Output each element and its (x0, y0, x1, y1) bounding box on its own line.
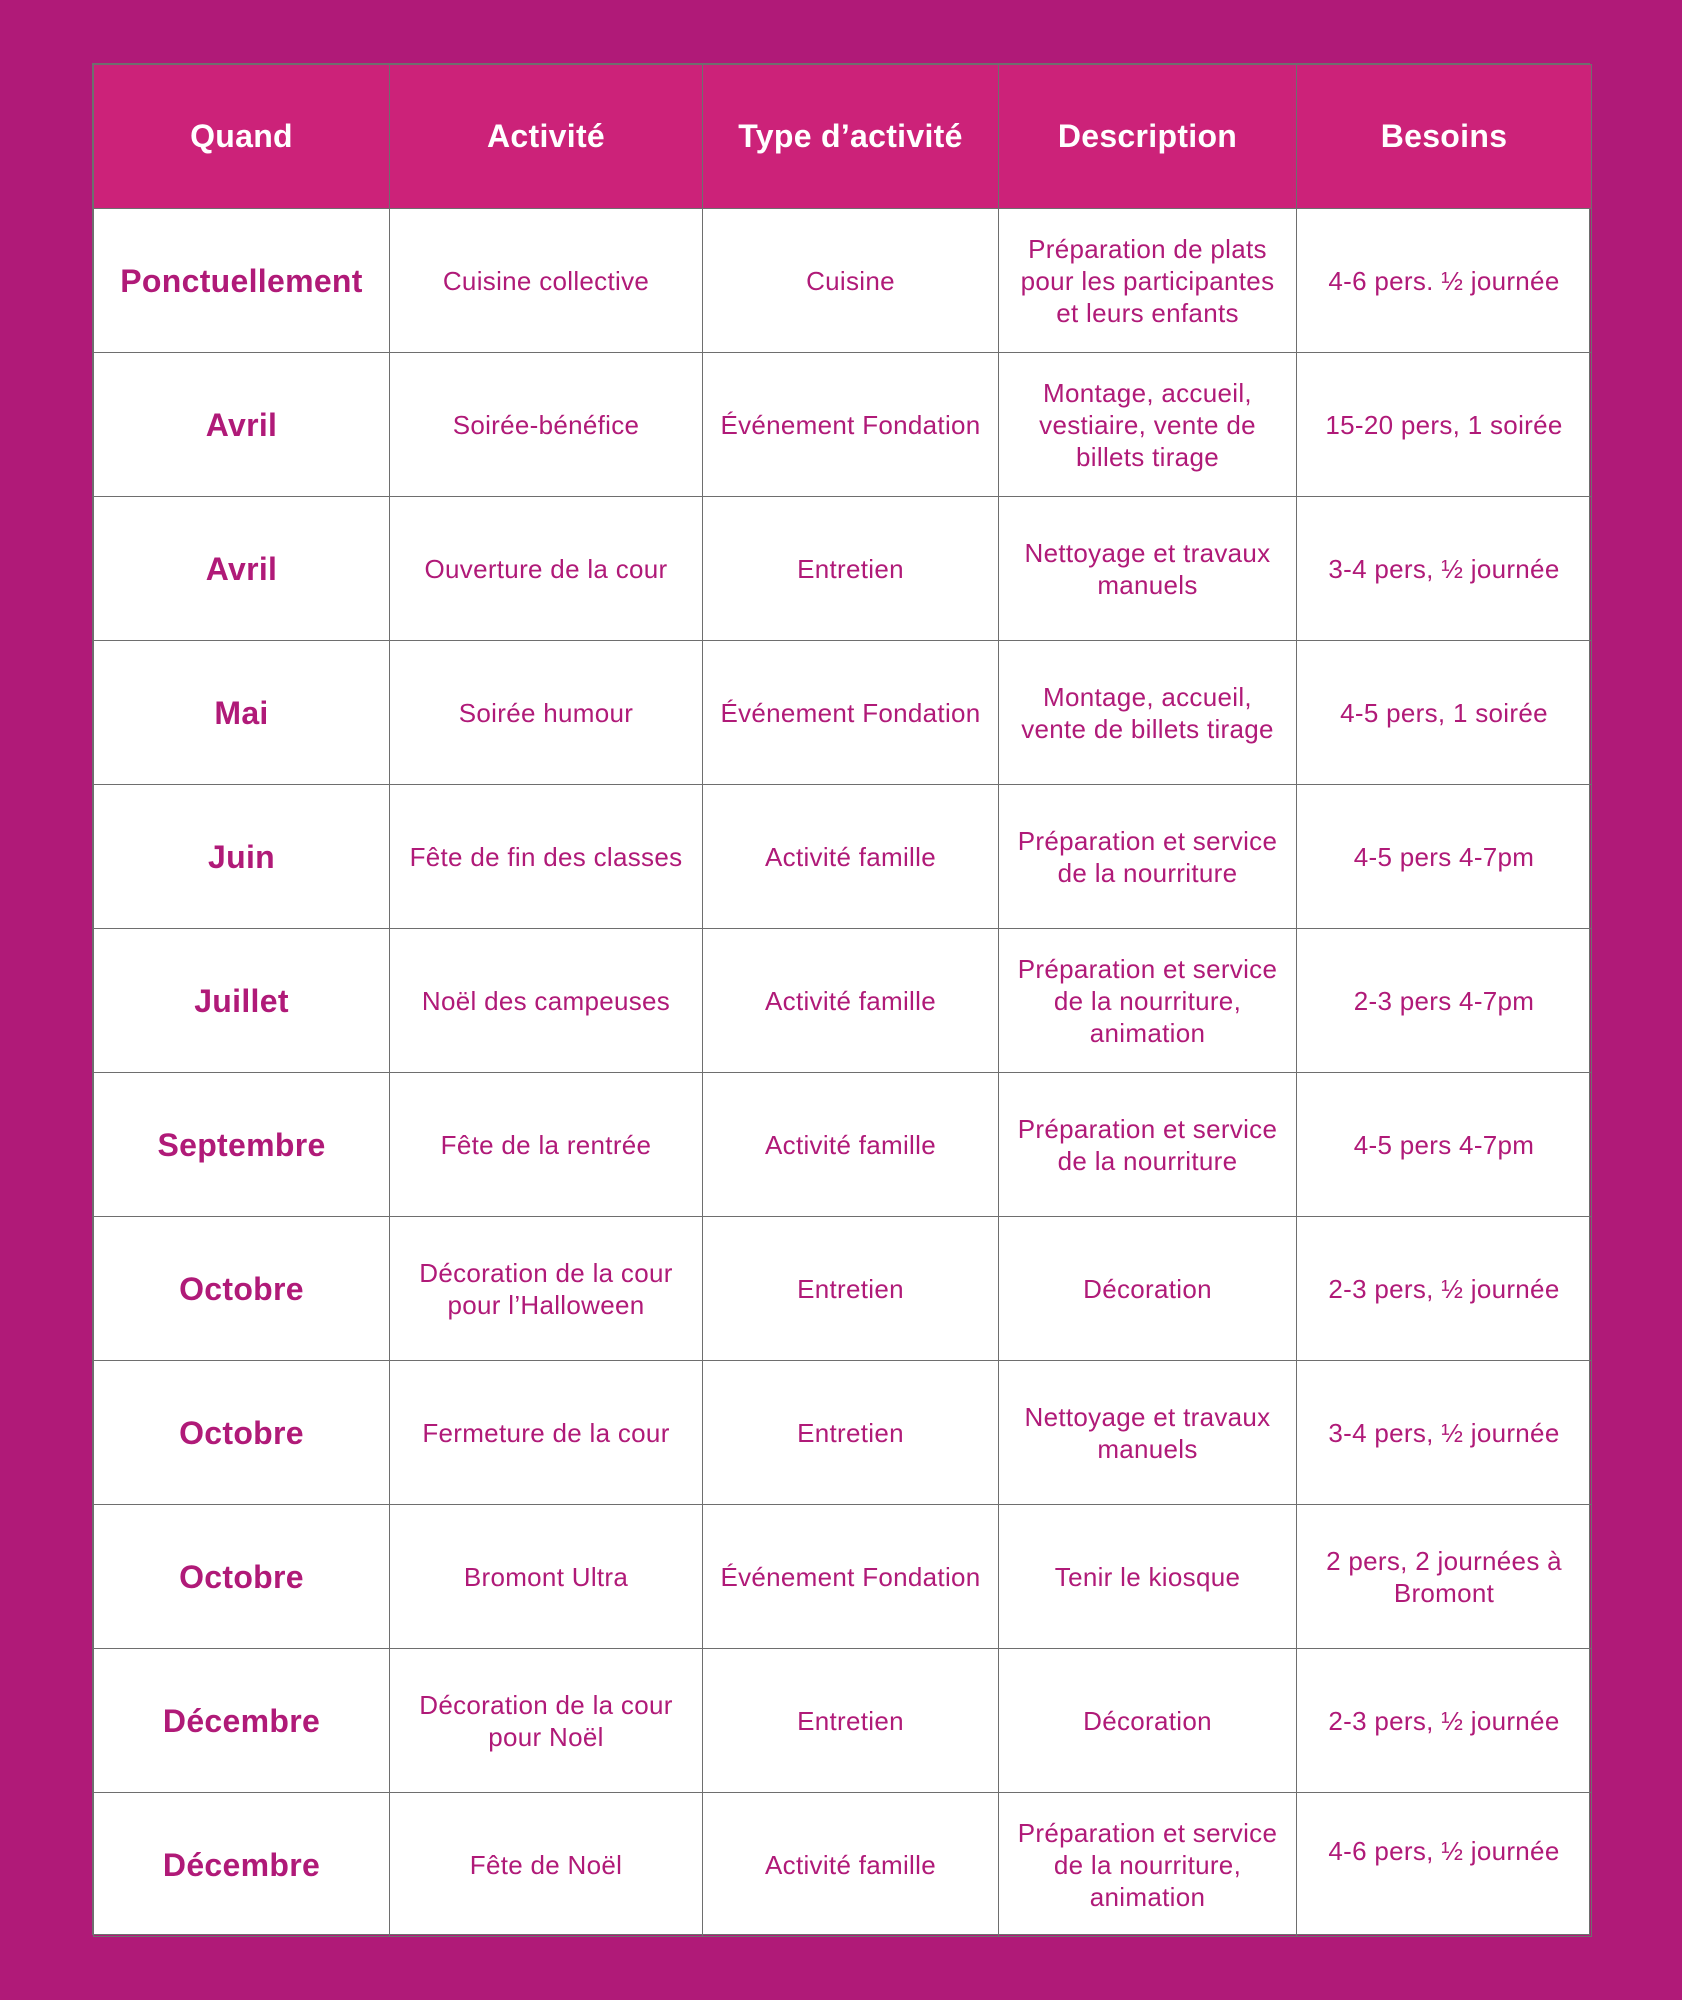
cell-needs: 4-5 pers, 1 soirée (1297, 641, 1592, 785)
cell-activity: Noël des campeuses (390, 929, 703, 1073)
cell-activity: Soirée humour (390, 641, 703, 785)
cell-when: Octobre (94, 1217, 390, 1361)
cell-activity: Décoration de la cour pour l’Halloween (390, 1217, 703, 1361)
cell-when: Juillet (94, 929, 390, 1073)
activities-table (93, 64, 1592, 1937)
cell-activity: Décoration de la cour pour Noël (390, 1649, 703, 1793)
cell-type: Entretien (703, 1217, 999, 1361)
cell-activity: Fête de fin des classes (390, 785, 703, 929)
cell-activity: Ouverture de la cour (390, 497, 703, 641)
cell-when: Décembre (94, 1649, 390, 1793)
cell-type: Cuisine (703, 209, 999, 353)
cell-needs: 4-6 pers. ½ journée (1297, 209, 1592, 353)
cell-type: Entretien (703, 1649, 999, 1793)
cell-description: Décoration (999, 1217, 1297, 1361)
cell-description: Préparation et service de la nourriture, animation (999, 1793, 1297, 1937)
cell-activity: Fermeture de la cour (390, 1361, 703, 1505)
table-row (94, 929, 1592, 1073)
activities-table-container (92, 63, 1590, 1935)
header-type: Type d’activité (703, 65, 999, 209)
cell-needs: 4-6 pers, ½ journée (1297, 1793, 1592, 1937)
cell-type: Entretien (703, 1361, 999, 1505)
cell-description: Préparation de plats pour les participantes et leurs enfants (999, 209, 1297, 353)
cell-type: Entretien (703, 497, 999, 641)
cell-needs: 2-3 pers, ½ journée (1297, 1649, 1592, 1793)
header-when: Quand (94, 65, 390, 209)
cell-needs: 2 pers, 2 journées à Bromont (1297, 1505, 1592, 1649)
cell-when: Décembre (94, 1793, 390, 1937)
cell-description: Nettoyage et travaux manuels (999, 497, 1297, 641)
table-row (94, 1361, 1592, 1505)
table-body (94, 209, 1592, 1937)
table-row (94, 353, 1592, 497)
cell-description: Décoration (999, 1649, 1297, 1793)
cell-needs: 2-3 pers, ½ journée (1297, 1217, 1592, 1361)
cell-description: Préparation et service de la nourriture, animation (999, 929, 1297, 1073)
cell-when: Ponctuellement (94, 209, 390, 353)
cell-type: Activité famille (703, 1793, 999, 1937)
cell-needs: 3-4 pers, ½ journée (1297, 497, 1592, 641)
cell-type: Activité famille (703, 1073, 999, 1217)
cell-when: Avril (94, 497, 390, 641)
cell-activity: Fête de Noël (390, 1793, 703, 1937)
table-row (94, 641, 1592, 785)
cell-description: Tenir le kiosque (999, 1505, 1297, 1649)
header-description: Description (999, 65, 1297, 209)
table-row (94, 1073, 1592, 1217)
table-row (94, 1793, 1592, 1937)
cell-when: Octobre (94, 1361, 390, 1505)
table-row (94, 785, 1592, 929)
cell-type: Événement Fondation (703, 641, 999, 785)
table-row (94, 1649, 1592, 1793)
cell-description: Nettoyage et travaux manuels (999, 1361, 1297, 1505)
cell-needs: 2-3 pers 4-7pm (1297, 929, 1592, 1073)
cell-needs: 4-5 pers 4-7pm (1297, 1073, 1592, 1217)
cell-description: Préparation et service de la nourriture (999, 1073, 1297, 1217)
header-row (94, 65, 1592, 209)
cell-description: Préparation et service de la nourriture (999, 785, 1297, 929)
cell-description: Montage, accueil, vente de billets tirage (999, 641, 1297, 785)
cell-type: Événement Fondation (703, 353, 999, 497)
header-needs: Besoins (1297, 65, 1592, 209)
table-header (94, 65, 1592, 209)
table-row (94, 1217, 1592, 1361)
table-row (94, 497, 1592, 641)
cell-activity: Bromont Ultra (390, 1505, 703, 1649)
cell-when: Septembre (94, 1073, 390, 1217)
table-row (94, 209, 1592, 353)
cell-when: Octobre (94, 1505, 390, 1649)
cell-when: Juin (94, 785, 390, 929)
cell-activity: Soirée-bénéfice (390, 353, 703, 497)
cell-type: Activité famille (703, 785, 999, 929)
cell-type: Événement Fondation (703, 1505, 999, 1649)
cell-when: Avril (94, 353, 390, 497)
table-row (94, 1505, 1592, 1649)
cell-needs: 3-4 pers, ½ journée (1297, 1361, 1592, 1505)
header-activity: Activité (390, 65, 703, 209)
cell-description: Montage, accueil, vestiaire, vente de billets tirage (999, 353, 1297, 497)
cell-activity: Fête de la rentrée (390, 1073, 703, 1217)
cell-when: Mai (94, 641, 390, 785)
cell-needs: 4-5 pers 4-7pm (1297, 785, 1592, 929)
cell-activity: Cuisine collective (390, 209, 703, 353)
cell-type: Activité famille (703, 929, 999, 1073)
cell-needs: 15-20 pers, 1 soirée (1297, 353, 1592, 497)
